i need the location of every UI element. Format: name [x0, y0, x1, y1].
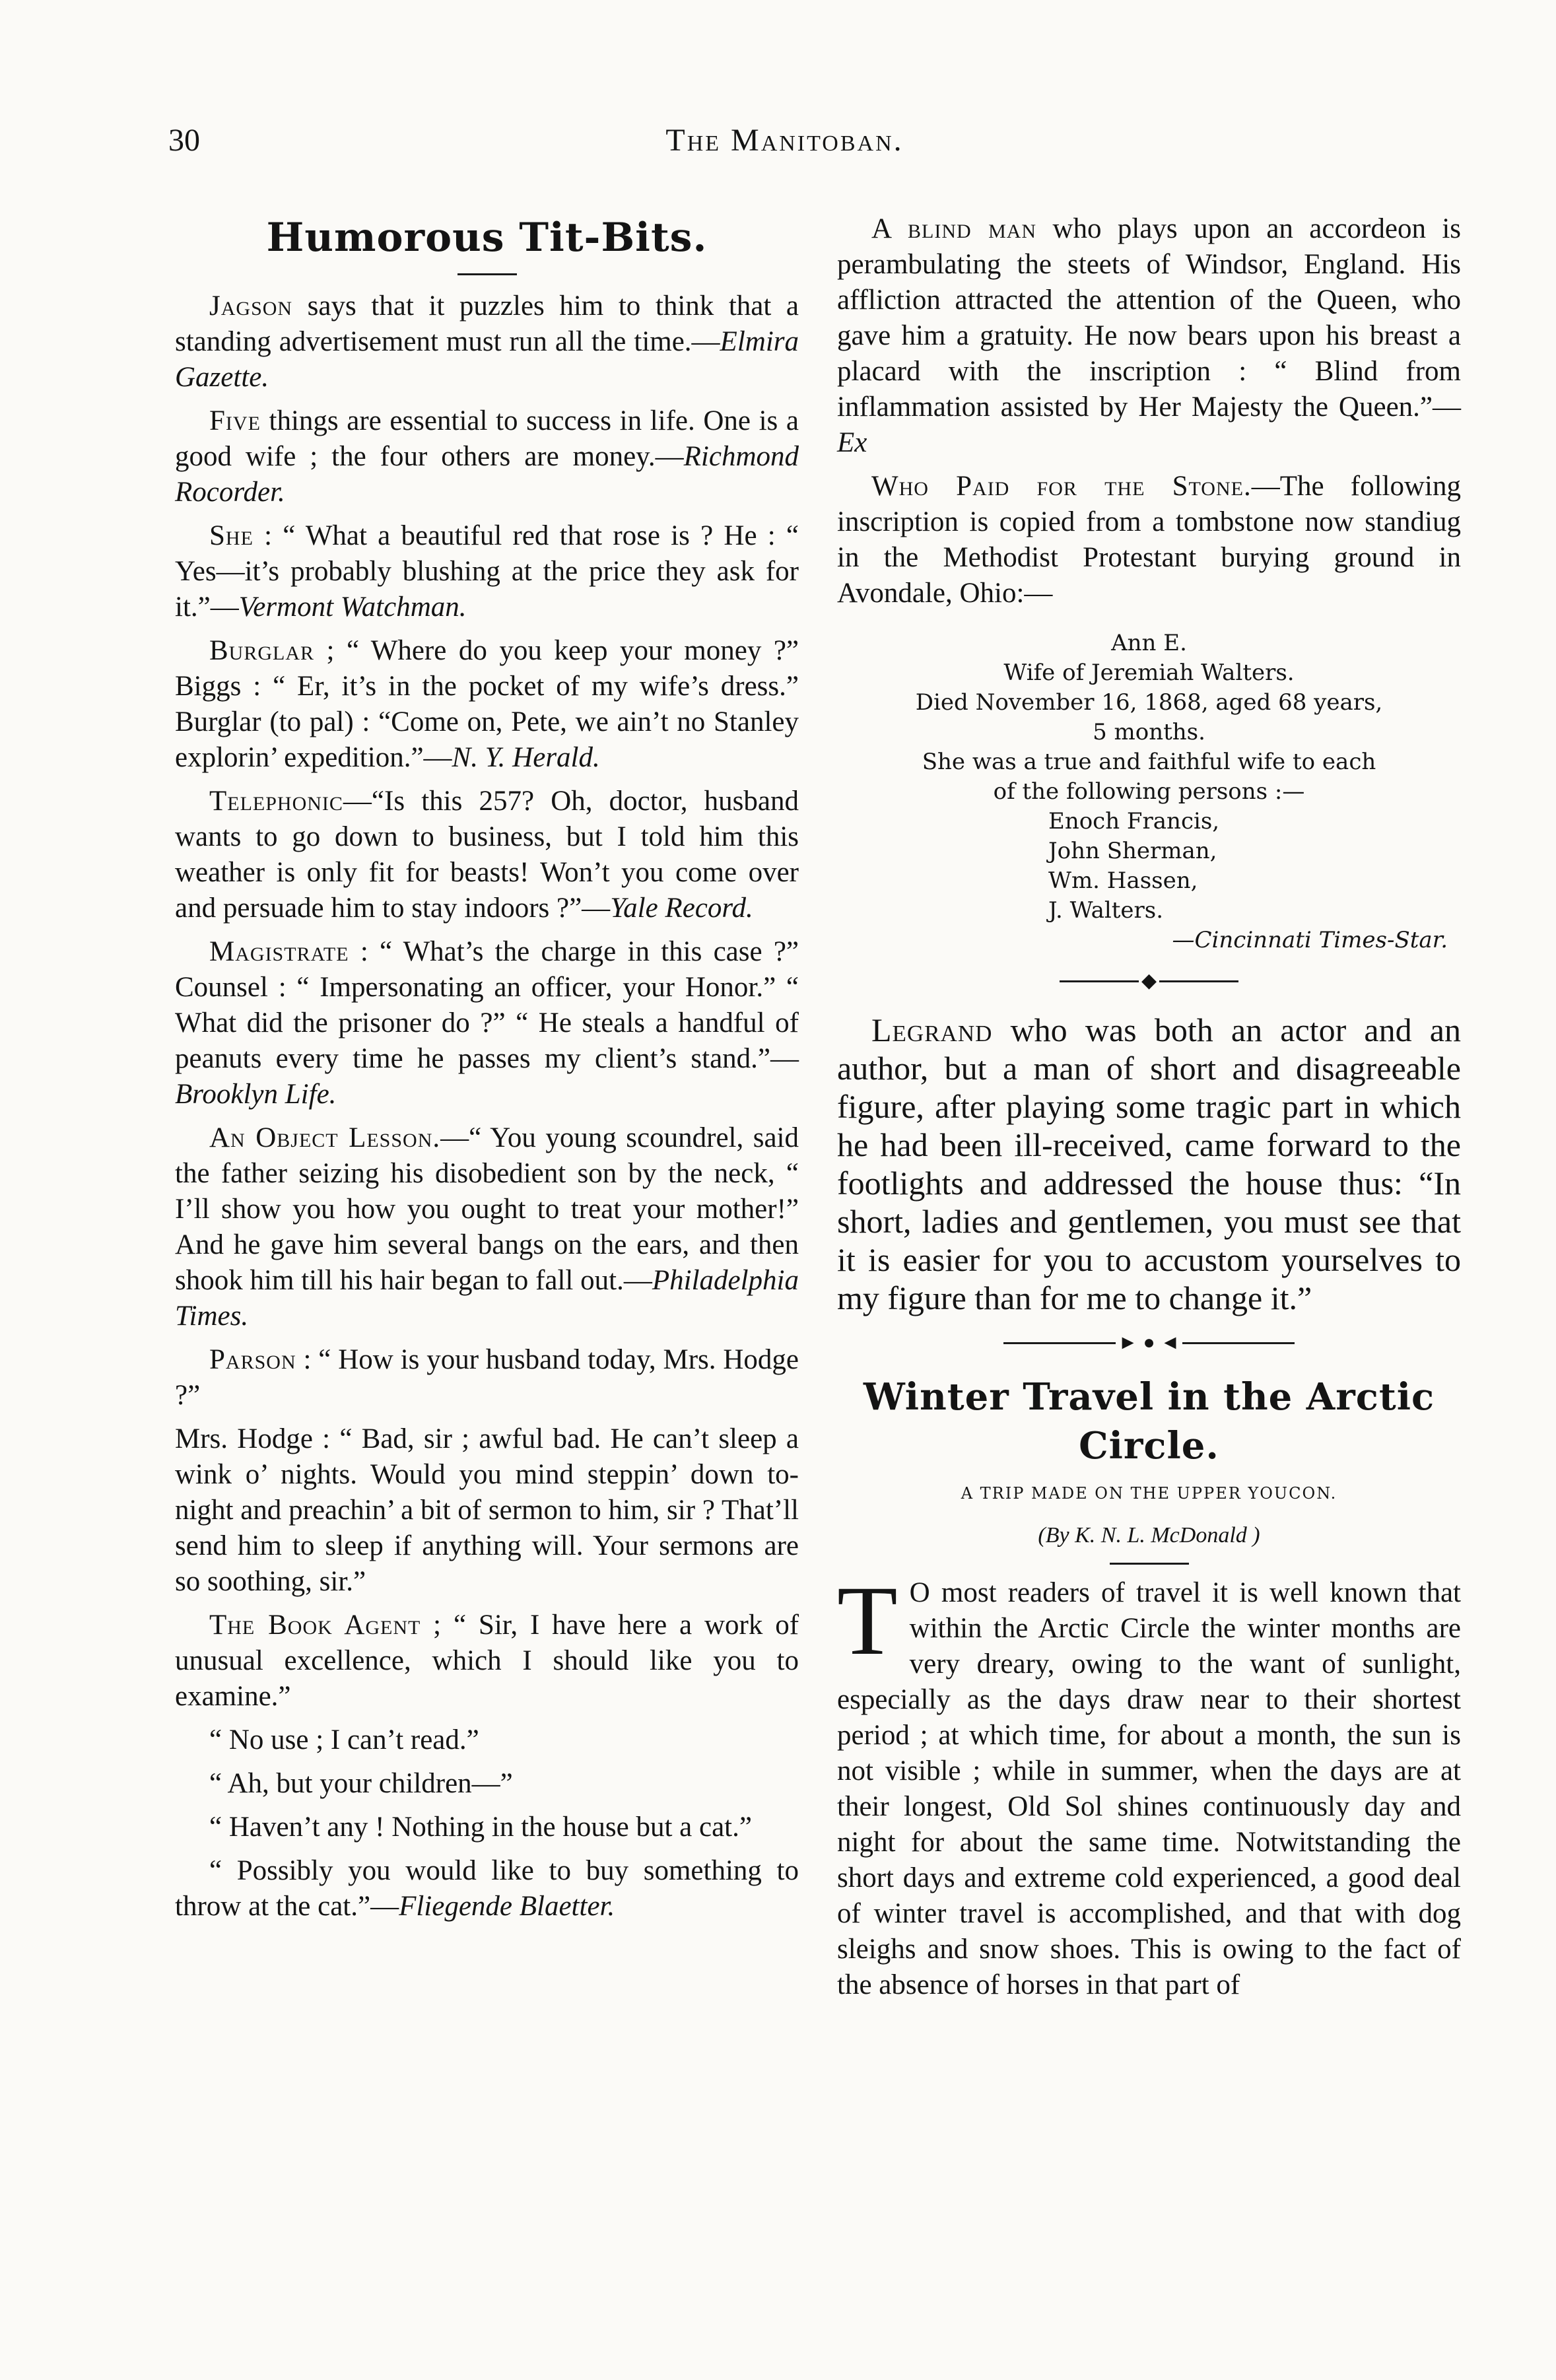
inscription-name: Enoch Francis, — [1048, 808, 1220, 834]
inscription-name: Wm. Hassen, — [1048, 867, 1198, 894]
item-stone: Who Paid for the Stone.—The following inscription is copied from a tombstone now standiug in the Methodist Protestant burying ground in Avondale, Ohio:— — [837, 471, 1461, 609]
inscription-line: Died November 16, 1868, aged 68 years, — [915, 689, 1383, 716]
article-body: T O most readers of travel it is well known that within the Arctic Circle the winter months are very dreary, owing to the want of sunlight, especially as the days draw near to their shortest period ; at which time, for about a month, the sun is not visible ; while in summer, when the days are at their longest, Old Sol shines continuously day and night for about the same time. Notwitstanding the short days and extreme cold experienced, a good deal of winter travel is accomplished, and that with dog sleighs and snow shoes. This is owing to the fact of the absence of horses in that part of — [837, 1566, 1461, 2001]
dot-icon: ● — [1143, 1332, 1155, 1354]
item-magistrate: Magistrate : “ What’s the charge in this case ?” Counsel : “ Impersonating an officer, your Honor.” “ What did the prisoner do ?” “ He steals a handful of peanuts every time he passes my client’s stand.”—Brooklyn Life. — [175, 936, 799, 1110]
inscription-credit: —Cincinnati Times-Star. — [1172, 927, 1448, 953]
item-last: “ Possibly you would like to buy something to throw at the cat.”—Fliegende Blaetter. — [175, 1855, 799, 1922]
divider-ornament — [837, 970, 1461, 991]
drop-cap: T — [837, 1566, 898, 1676]
item-hodge-reply: Mrs. Hodge : “ Bad, sir ; awful bad. He can’t sleep a wink o’ nights. Would you mind steppin’ down to-night and preachin’ a bit of sermon to him, sir ? That’ll send him to sleep if anything will. Your sermons are so soothing, sir.” — [175, 1423, 799, 1597]
article-subtitle: A TRIP MADE ON THE UPPER YOUCON. — [961, 1484, 1337, 1503]
item-parson: Parson : “ How is your husband today, Mrs. Hodge ?” — [175, 1344, 799, 1411]
dialogue-line: “ Ah, but your children—” — [209, 1768, 513, 1799]
arrow-left-icon: ◄ — [1160, 1332, 1180, 1354]
article-winter-travel — [837, 1373, 1461, 2003]
inscription-line: of the following persons :— — [993, 778, 1305, 805]
inscription-line: She was a true and faithful wife to each — [922, 749, 1376, 775]
item-object-lesson: An Object Lesson.—“ You young scoundrel, said the father seizing his disobedient son by the neck, “ I’ll show you how you ought to treat your mother!” And he gave him several bangs on the ears, and then shook him till his hair began to fall out.—Philadelphia Times. — [175, 1122, 799, 1332]
section-title-humorous: Humorous Tit-Bits. — [266, 215, 708, 261]
inscription-line: Wife of Jeremiah Walters. — [1003, 660, 1295, 686]
item-blind-man: A blind man who plays upon an accordeon is perambulating the steets of Windsor, England. His affliction attracted the attention of the Queen, who gave him a gratuity. He now bears upon his breast a placard with the inscription : “ Blind from inflammation assisted by Her Majesty the Queen.”—Ex — [837, 213, 1462, 458]
byline-rule — [1110, 1563, 1189, 1565]
arrow-right-icon: ► — [1118, 1332, 1138, 1354]
right-column — [837, 211, 1461, 2011]
title-rule — [457, 273, 517, 275]
item-jagson: Jagson says that it puzzles him to think that a standing advertisement must run all the time.—Elmira Gazette. — [175, 290, 799, 393]
page-number: 30 — [168, 123, 200, 158]
article-byline: (By K. N. L. McDonald ) — [1038, 1523, 1260, 1548]
item-book-agent: The Book Agent ; “ Sir, I have here a work of unusual excellence, which I should like you to examine.” — [175, 1610, 799, 1712]
item-five: Five things are essential to success in life. One is a good wife ; the four others are money.—Richmond Rocorder. — [175, 405, 799, 508]
inscription-line: Ann E. — [1111, 630, 1187, 656]
dialogue-line: “ No use ; I can’t read.” — [209, 1724, 479, 1755]
running-head: The Manitoban. — [665, 123, 904, 158]
divider-ornament — [837, 1332, 1461, 1353]
left-column — [175, 211, 799, 1932]
article-title: Winter Travel in the Arctic Circle. — [863, 1375, 1435, 1468]
item-she: She : “ What a beautiful red that rose is ? He : “ Yes—it’s probably blushing at the price they ask for it.”—Vermont Watchman. — [175, 520, 799, 623]
item-burglar: Burglar ; “ Where do you keep your money ?” Biggs : “ Er, it’s in the pocket of my wife’s dress.” Burglar (to pal) : “Come on, Pete, we ain’t no Stanley explorin’ expedition.”—N. Y. Herald. — [175, 635, 799, 773]
item-legrand: Legrand who was both an actor and an author, but a man of short and disagreeable figure, after playing some tragic part in which he had been ill-received, came forward to the footlights and addressed the house thus: “In short, ladies and gentlemen, you must see that it is easier for you to accustom yourselves to my figure than for me to change it.” — [837, 1011, 1461, 1317]
diamond-icon: ◆ — [1141, 970, 1157, 992]
dialogue-line: “ Haven’t any ! Nothing in the house but a cat.” — [209, 1812, 752, 1843]
inscription-line: 5 months. — [1093, 719, 1205, 745]
item-telephonic: Telephonic—“Is this 257? Oh, doctor, husband wants to go down to business, but I told him this weather is only fit for beasts! Won’t you come over and persuade him to stay indoors ?”—Yale Record. — [175, 786, 799, 924]
inscription-name: John Sherman, — [1048, 838, 1217, 864]
page-header — [168, 122, 1401, 168]
tombstone-inscription — [837, 629, 1461, 955]
inscription-name: J. Walters. — [1048, 897, 1164, 924]
